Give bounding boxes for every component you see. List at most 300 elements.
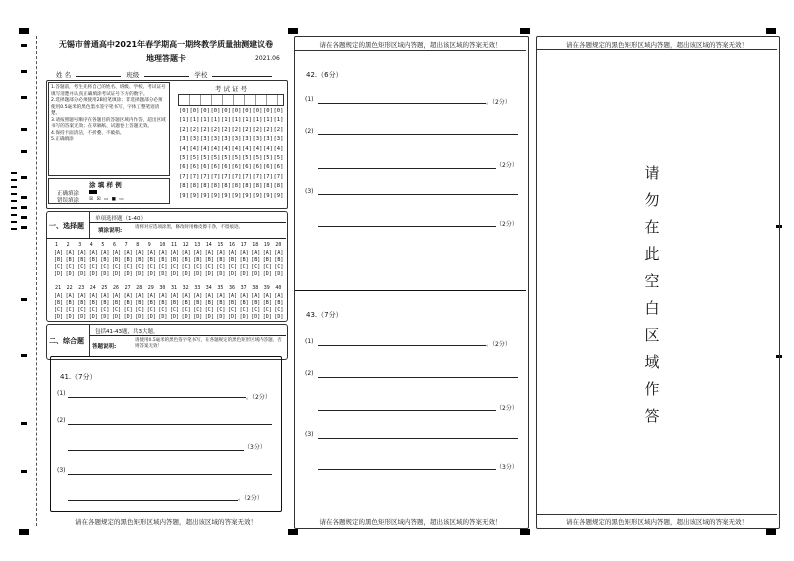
choice-bubble[interactable]: [A] xyxy=(239,250,249,256)
id-bubble[interactable]: [7] xyxy=(263,173,273,180)
choice-bubble[interactable]: [B] xyxy=(158,257,168,263)
id-bubble[interactable]: [8] xyxy=(189,183,200,190)
choice-bubble[interactable]: [C] xyxy=(88,264,98,270)
section2-method-text: 请使用0.5毫米的黑色签字笔书写，在各题规定的黑色矩形区域内答题，否则答案无效！ xyxy=(135,338,282,349)
choice-bubble[interactable]: [D] xyxy=(228,271,238,277)
choice-bubble[interactable]: [D] xyxy=(100,314,110,320)
id-bubble[interactable]: [8] xyxy=(242,183,252,190)
id-bubble[interactable]: [5] xyxy=(200,155,210,161)
choice-bubble[interactable]: [D] xyxy=(65,271,75,277)
choice-bubble[interactable]: [D] xyxy=(228,314,238,320)
id-bubble[interactable]: [9] xyxy=(231,192,242,199)
choice-bubble[interactable]: [A] xyxy=(228,250,238,256)
choice-bubble[interactable]: [A] xyxy=(251,293,261,299)
id-bubble[interactable]: [1] xyxy=(189,117,200,124)
id-bubble[interactable]: [3] xyxy=(200,136,210,143)
choice-bubble[interactable]: [D] xyxy=(65,314,75,320)
choice-bubble[interactable]: [C] xyxy=(262,307,272,313)
choice-bubble[interactable]: [C] xyxy=(193,264,203,270)
choice-bubble[interactable]: [D] xyxy=(204,271,214,277)
id-bubble[interactable]: [5] xyxy=(210,155,221,161)
choice-bubble[interactable]: [D] xyxy=(100,271,110,277)
choice-bubble[interactable]: [D] xyxy=(123,271,133,277)
choice-bubble[interactable]: [D] xyxy=(239,314,249,320)
binding-mark xyxy=(21,150,27,153)
binding-mark xyxy=(21,70,27,73)
choice-bubble[interactable]: [C] xyxy=(158,307,168,313)
q43-answer-line[interactable] xyxy=(318,345,486,346)
choice-bubble[interactable]: [B] xyxy=(100,257,110,263)
id-bubble[interactable]: [3] xyxy=(263,136,273,143)
id-bubble[interactable]: [5] xyxy=(273,155,284,161)
choice-bubble[interactable]: [D] xyxy=(170,314,180,320)
choice-bubble[interactable]: [B] xyxy=(146,300,156,306)
choice-bubble[interactable]: [C] xyxy=(54,307,64,313)
choice-bubble[interactable]: [A] xyxy=(135,250,145,256)
choice-bubble[interactable]: [B] xyxy=(135,257,145,263)
id-bubble[interactable]: [8] xyxy=(210,183,221,190)
choice-bubble[interactable]: [B] xyxy=(181,257,191,263)
choice-bubble[interactable]: [A] xyxy=(239,293,249,299)
id-bubble[interactable]: [6] xyxy=(273,164,284,171)
choice-bubble[interactable]: [C] xyxy=(262,264,272,270)
choice-bubble[interactable]: [B] xyxy=(204,300,214,306)
id-bubble[interactable]: [4] xyxy=(252,145,263,152)
choice-bubble[interactable]: [C] xyxy=(216,264,226,270)
choice-bubble[interactable]: [B] xyxy=(54,300,64,306)
q41-answer-line[interactable] xyxy=(68,500,238,501)
choice-bubble[interactable]: [A] xyxy=(100,250,110,256)
choice-bubble[interactable]: [B] xyxy=(146,257,156,263)
choice-bubble[interactable]: [C] xyxy=(158,264,168,270)
notice-char: 白 xyxy=(644,299,660,317)
choice-bubble[interactable]: [D] xyxy=(216,271,226,277)
choice-bubble[interactable]: [D] xyxy=(170,271,180,277)
q42-part3-score: （2分） xyxy=(496,221,518,228)
id-bubble[interactable]: [7] xyxy=(273,173,284,180)
choice-bubble[interactable]: [B] xyxy=(193,300,203,306)
choice-bubble[interactable]: [B] xyxy=(170,257,180,263)
id-bubble[interactable]: [7] xyxy=(179,173,189,180)
id-bubble[interactable]: [9] xyxy=(200,192,210,199)
choice-bubble[interactable]: [A] xyxy=(204,250,214,256)
choice-bubble[interactable]: [A] xyxy=(100,293,110,299)
id-bubble[interactable]: [2] xyxy=(189,126,200,133)
choice-bubble[interactable]: [D] xyxy=(181,314,191,320)
id-bubble[interactable]: [1] xyxy=(252,117,263,124)
q42-answer-line[interactable] xyxy=(318,168,496,169)
question-number: 38 xyxy=(252,285,259,291)
choice-bubble[interactable]: [C] xyxy=(88,307,98,313)
choice-bubble[interactable]: [D] xyxy=(181,271,191,277)
id-bubble[interactable]: [1] xyxy=(242,117,252,124)
choice-bubble[interactable]: [C] xyxy=(181,264,191,270)
choice-bubble[interactable]: [C] xyxy=(239,264,249,270)
choice-bubble[interactable]: [A] xyxy=(216,293,226,299)
q41-answer-line[interactable] xyxy=(68,474,272,475)
id-bubble[interactable]: [1] xyxy=(273,117,284,124)
id-bubble[interactable]: [3] xyxy=(231,136,242,143)
choice-bubble[interactable]: [C] xyxy=(100,307,110,313)
choice-bubble[interactable]: [D] xyxy=(88,271,98,277)
choice-bubble[interactable]: [A] xyxy=(170,293,180,299)
choice-bubble[interactable]: [A] xyxy=(88,250,98,256)
choice-bubble[interactable]: [C] xyxy=(77,307,87,313)
choice-bubble[interactable]: [B] xyxy=(181,300,191,306)
choice-bubble[interactable]: [A] xyxy=(193,293,203,299)
choice-bubble[interactable]: [D] xyxy=(158,271,168,277)
choice-bubble[interactable]: [A] xyxy=(77,293,87,299)
choice-bubble[interactable]: [B] xyxy=(54,257,64,263)
choice-bubble[interactable]: [B] xyxy=(228,257,238,263)
id-bubble[interactable]: [4] xyxy=(242,145,252,152)
choice-bubble[interactable]: [D] xyxy=(239,271,249,277)
binding-mark xyxy=(11,207,17,209)
choice-bubble[interactable]: [B] xyxy=(135,300,145,306)
id-bubble[interactable]: [0] xyxy=(242,108,252,114)
choice-bubble[interactable]: [D] xyxy=(158,314,168,320)
choice-bubble[interactable]: [A] xyxy=(135,293,145,299)
id-bubble[interactable]: [1] xyxy=(200,117,210,124)
choice-bubble[interactable]: [D] xyxy=(251,314,261,320)
id-bubble[interactable]: [7] xyxy=(221,173,231,180)
id-bubble[interactable]: [0] xyxy=(200,108,210,114)
choice-bubble[interactable]: [D] xyxy=(54,271,64,277)
id-bubble[interactable]: [6] xyxy=(252,164,263,171)
choice-bubble[interactable]: [A] xyxy=(123,293,133,299)
id-bubble[interactable]: [8] xyxy=(221,183,231,190)
q42-answer-line[interactable] xyxy=(318,134,518,135)
choice-bubble[interactable]: [B] xyxy=(65,257,75,263)
choice-bubble[interactable]: [A] xyxy=(77,250,87,256)
choice-bubble[interactable]: [B] xyxy=(193,257,203,263)
id-bubble[interactable]: [6] xyxy=(200,164,210,171)
q43-answer-line[interactable] xyxy=(318,469,496,470)
id-bubble[interactable]: [2] xyxy=(231,126,242,133)
id-bubble[interactable]: [8] xyxy=(273,183,284,190)
q41-answer-line[interactable] xyxy=(68,424,272,425)
choice-bubble[interactable]: [B] xyxy=(112,300,122,306)
id-bubble[interactable]: [4] xyxy=(263,145,273,152)
choice-bubble[interactable]: [D] xyxy=(262,314,272,320)
choice-bubble[interactable]: [C] xyxy=(274,264,284,270)
choice-bubble[interactable]: [B] xyxy=(123,257,133,263)
id-bubble[interactable]: [4] xyxy=(273,145,284,152)
id-bubble[interactable]: [9] xyxy=(273,192,284,199)
q43-answer-line[interactable] xyxy=(318,377,518,378)
id-bubble[interactable]: [6] xyxy=(210,164,221,171)
choice-bubble[interactable]: [A] xyxy=(112,293,122,299)
choice-bubble[interactable]: [C] xyxy=(170,264,180,270)
id-bubble[interactable]: [3] xyxy=(210,136,221,143)
choice-bubble[interactable]: [A] xyxy=(146,293,156,299)
id-bubble[interactable]: [7] xyxy=(189,173,200,180)
id-bubble[interactable]: [5] xyxy=(252,155,263,161)
choice-bubble[interactable]: [C] xyxy=(54,264,64,270)
choice-bubble[interactable]: [D] xyxy=(112,314,122,320)
choice-bubble[interactable]: [D] xyxy=(193,314,203,320)
id-bubble[interactable]: [3] xyxy=(252,136,263,143)
choice-bubble[interactable]: [B] xyxy=(65,300,75,306)
question-number: 6 xyxy=(113,242,117,248)
choice-bubble[interactable]: [A] xyxy=(65,293,75,299)
choice-bubble[interactable]: [C] xyxy=(193,307,203,313)
choice-bubble[interactable]: [C] xyxy=(77,264,87,270)
choice-bubble[interactable]: [A] xyxy=(158,250,168,256)
id-bubble[interactable]: [9] xyxy=(189,192,200,199)
choice-bubble[interactable]: [B] xyxy=(262,300,272,306)
choice-bubble[interactable]: [A] xyxy=(170,250,180,256)
choice-bubble[interactable]: [B] xyxy=(112,257,122,263)
id-bubble[interactable]: [0] xyxy=(179,108,189,114)
candidate-no-writein[interactable] xyxy=(178,94,284,106)
choice-bubble[interactable]: [D] xyxy=(135,271,145,277)
choice-bubble[interactable]: [D] xyxy=(262,271,272,277)
id-bubble[interactable]: [5] xyxy=(189,155,200,161)
choice-bubble[interactable]: [A] xyxy=(274,250,284,256)
id-bubble[interactable]: [3] xyxy=(242,136,252,143)
choice-bubble[interactable]: [A] xyxy=(123,250,133,256)
id-bubble[interactable]: [2] xyxy=(273,126,284,133)
id-bubble[interactable]: [0] xyxy=(263,108,273,114)
choice-bubble[interactable]: [A] xyxy=(193,250,203,256)
choice-bubble[interactable]: [C] xyxy=(216,307,226,313)
id-bubble[interactable]: [4] xyxy=(231,145,242,152)
notice-char: 空 xyxy=(644,272,660,290)
choice-bubble[interactable]: [A] xyxy=(262,250,272,256)
choice-bubble[interactable]: [C] xyxy=(170,307,180,313)
choice-bubble[interactable]: [D] xyxy=(112,271,122,277)
choice-bubble[interactable]: [D] xyxy=(204,314,214,320)
q43-answer-line[interactable] xyxy=(318,410,496,411)
id-bubble[interactable]: [5] xyxy=(221,155,231,161)
choice-bubble[interactable]: [C] xyxy=(65,264,75,270)
q41-answer-line[interactable] xyxy=(68,397,246,398)
choice-bubble[interactable]: [B] xyxy=(100,300,110,306)
choice-bubble[interactable]: [D] xyxy=(146,314,156,320)
choice-bubble[interactable]: [D] xyxy=(274,314,284,320)
question-number: 26 xyxy=(113,285,120,291)
choice-bubble[interactable]: [A] xyxy=(274,293,284,299)
id-bubble[interactable]: [1] xyxy=(221,117,231,124)
choice-bubble[interactable]: [C] xyxy=(146,307,156,313)
id-bubble[interactable]: [3] xyxy=(179,136,189,143)
id-bubble[interactable]: [9] xyxy=(263,192,273,199)
choice-bubble[interactable]: [C] xyxy=(112,264,122,270)
id-bubble[interactable]: [7] xyxy=(210,173,221,180)
q41-answer-line[interactable] xyxy=(68,450,244,451)
id-bubble[interactable]: [7] xyxy=(231,173,242,180)
choice-bubble[interactable]: [B] xyxy=(228,300,238,306)
id-bubble[interactable]: [7] xyxy=(252,173,263,180)
choice-bubble[interactable]: [C] xyxy=(146,264,156,270)
choice-bubble[interactable]: [B] xyxy=(77,300,87,306)
choice-bubble[interactable]: [A] xyxy=(181,250,191,256)
id-bubble[interactable]: [5] xyxy=(179,155,189,161)
choice-bubble[interactable]: [A] xyxy=(204,293,214,299)
id-bubble[interactable]: [4] xyxy=(189,145,200,152)
id-bubble[interactable]: [3] xyxy=(221,136,231,143)
choice-bubble[interactable]: [C] xyxy=(274,307,284,313)
choice-bubble[interactable]: [B] xyxy=(77,257,87,263)
choice-bubble[interactable]: [D] xyxy=(54,314,64,320)
id-bubble[interactable]: [7] xyxy=(242,173,252,180)
choice-bubble[interactable]: [B] xyxy=(216,300,226,306)
choice-bubble[interactable]: [D] xyxy=(146,271,156,277)
choice-bubble[interactable]: [B] xyxy=(204,257,214,263)
choice-bubble[interactable]: [C] xyxy=(135,307,145,313)
id-bubble[interactable]: [4] xyxy=(221,145,231,152)
q43-answer-line[interactable] xyxy=(318,438,518,439)
id-bubble[interactable]: [8] xyxy=(179,183,189,190)
candidate-no-grid[interactable] xyxy=(178,108,284,204)
choice-bubble[interactable]: [B] xyxy=(262,257,272,263)
choice-bubble[interactable]: [D] xyxy=(77,314,87,320)
choice-bubble[interactable]: [B] xyxy=(274,300,284,306)
id-bubble[interactable]: [2] xyxy=(242,126,252,133)
choice-bubble[interactable]: [B] xyxy=(274,257,284,263)
area-warning: 请在各题规定的黑色矩形区域内答题，超出该区域的答案无效！ xyxy=(566,518,748,526)
choice-bubble[interactable]: [D] xyxy=(88,314,98,320)
id-bubble[interactable]: [6] xyxy=(221,164,231,171)
id-bubble[interactable]: [9] xyxy=(242,192,252,199)
id-bubble[interactable]: [9] xyxy=(210,192,221,199)
id-bubble[interactable]: [7] xyxy=(200,173,210,180)
choice-bubble[interactable]: [A] xyxy=(262,293,272,299)
choice-bubble[interactable]: [A] xyxy=(181,293,191,299)
id-bubble[interactable]: [9] xyxy=(221,192,231,199)
choice-bubble[interactable]: [C] xyxy=(228,264,238,270)
choice-bubble[interactable]: [C] xyxy=(251,307,261,313)
section1-divider xyxy=(89,222,286,223)
choice-bubble[interactable]: [C] xyxy=(251,264,261,270)
choice-bubble[interactable]: [B] xyxy=(239,257,249,263)
id-bubble[interactable]: [5] xyxy=(242,155,252,161)
choice-bubble[interactable]: [D] xyxy=(193,271,203,277)
choice-bubble[interactable]: [D] xyxy=(251,271,261,277)
id-bubble[interactable]: [9] xyxy=(179,192,189,199)
id-bubble[interactable]: [9] xyxy=(252,192,263,199)
id-bubble[interactable]: [8] xyxy=(231,183,242,190)
choice-bubble[interactable]: [A] xyxy=(228,293,238,299)
q42-answer-line[interactable] xyxy=(318,226,496,227)
question-number: 16 xyxy=(229,242,236,248)
id-bubble[interactable]: [0] xyxy=(189,108,200,114)
choice-bubble[interactable]: [C] xyxy=(204,264,214,270)
choice-bubble[interactable]: [B] xyxy=(88,300,98,306)
choice-bubble[interactable]: [C] xyxy=(228,307,238,313)
choice-bubble[interactable]: [C] xyxy=(181,307,191,313)
id-bubble[interactable]: [4] xyxy=(200,145,210,152)
id-bubble[interactable]: [1] xyxy=(231,117,242,124)
choice-bubble[interactable]: [A] xyxy=(54,293,64,299)
choice-bubble[interactable]: [A] xyxy=(146,250,156,256)
choice-bubble[interactable]: [C] xyxy=(204,307,214,313)
choice-bubble[interactable]: [C] xyxy=(112,307,122,313)
choice-bubble[interactable]: [B] xyxy=(251,257,261,263)
notice-char: 请 xyxy=(644,164,660,182)
question-number: 11 xyxy=(171,242,178,248)
choice-bubble[interactable]: [D] xyxy=(216,314,226,320)
class-label: 班级 xyxy=(126,71,140,79)
q42-answer-box[interactable] xyxy=(295,50,526,291)
id-bubble[interactable]: [5] xyxy=(263,155,273,161)
choice-bubble[interactable]: [A] xyxy=(65,250,75,256)
id-bubble[interactable]: [6] xyxy=(242,164,252,171)
id-bubble[interactable]: [6] xyxy=(263,164,273,171)
id-bubble[interactable]: [8] xyxy=(263,183,273,190)
id-bubble[interactable]: [6] xyxy=(179,164,189,171)
id-bubble[interactable]: [0] xyxy=(231,108,242,114)
question-number: 21 xyxy=(55,285,62,291)
choice-bubble[interactable]: [B] xyxy=(170,300,180,306)
id-bubble[interactable]: [4] xyxy=(210,145,221,152)
choice-bubble[interactable]: [A] xyxy=(54,250,64,256)
choice-bubble[interactable]: [C] xyxy=(135,264,145,270)
id-bubble[interactable]: [0] xyxy=(252,108,263,114)
choice-bubble[interactable]: [C] xyxy=(239,307,249,313)
id-bubble[interactable]: [2] xyxy=(221,126,231,133)
choice-bubble[interactable]: [A] xyxy=(251,250,261,256)
choice-bubble[interactable]: [A] xyxy=(158,293,168,299)
id-bubble[interactable]: [2] xyxy=(263,126,273,133)
choice-bubble[interactable]: [C] xyxy=(100,264,110,270)
id-bubble[interactable]: [6] xyxy=(189,164,200,171)
choice-bubble[interactable]: [D] xyxy=(77,271,87,277)
choice-bubble[interactable]: [A] xyxy=(216,250,226,256)
id-bubble[interactable]: [2] xyxy=(210,126,221,133)
id-bubble[interactable]: [3] xyxy=(273,136,284,143)
question-number: 14 xyxy=(205,242,212,248)
q42-answer-line[interactable] xyxy=(318,103,486,104)
choice-bubble[interactable]: [B] xyxy=(123,300,133,306)
id-bubble[interactable]: [0] xyxy=(273,108,284,114)
binding-mark xyxy=(21,206,27,209)
id-bubble[interactable]: [1] xyxy=(179,117,189,124)
id-bubble[interactable]: [8] xyxy=(200,183,210,190)
choice-bubble[interactable]: [A] xyxy=(112,250,122,256)
multiple-choice-grid[interactable] xyxy=(47,240,286,318)
id-bubble[interactable]: [8] xyxy=(252,183,263,190)
choice-bubble[interactable]: [C] xyxy=(123,264,133,270)
id-bubble[interactable]: [0] xyxy=(210,108,221,114)
id-bubble[interactable]: [4] xyxy=(179,145,189,152)
choice-bubble[interactable]: [C] xyxy=(123,307,133,313)
choice-bubble[interactable]: [B] xyxy=(251,300,261,306)
id-bubble[interactable]: [1] xyxy=(210,117,221,124)
choice-bubble[interactable]: [B] xyxy=(158,300,168,306)
q42-part2-label: (2) xyxy=(305,128,314,135)
choice-bubble[interactable]: [D] xyxy=(123,314,133,320)
id-bubble[interactable]: [2] xyxy=(200,126,210,133)
choice-bubble[interactable]: [C] xyxy=(65,307,75,313)
id-bubble[interactable]: [3] xyxy=(189,136,200,143)
choice-bubble[interactable]: [B] xyxy=(216,257,226,263)
q42-answer-line[interactable] xyxy=(318,194,518,195)
id-bubble[interactable]: [2] xyxy=(252,126,263,133)
choice-bubble[interactable]: [B] xyxy=(88,257,98,263)
id-bubble[interactable]: [0] xyxy=(221,108,231,114)
id-bubble[interactable]: [2] xyxy=(179,126,189,133)
id-bubble[interactable]: [1] xyxy=(263,117,273,124)
choice-bubble[interactable]: [D] xyxy=(274,271,284,277)
name-field[interactable] xyxy=(56,70,275,79)
id-bubble[interactable]: [5] xyxy=(231,155,242,161)
choice-bubble[interactable]: [B] xyxy=(239,300,249,306)
choice-bubble[interactable]: [A] xyxy=(88,293,98,299)
choice-bubble[interactable]: [D] xyxy=(135,314,145,320)
id-bubble[interactable]: [6] xyxy=(231,164,242,171)
